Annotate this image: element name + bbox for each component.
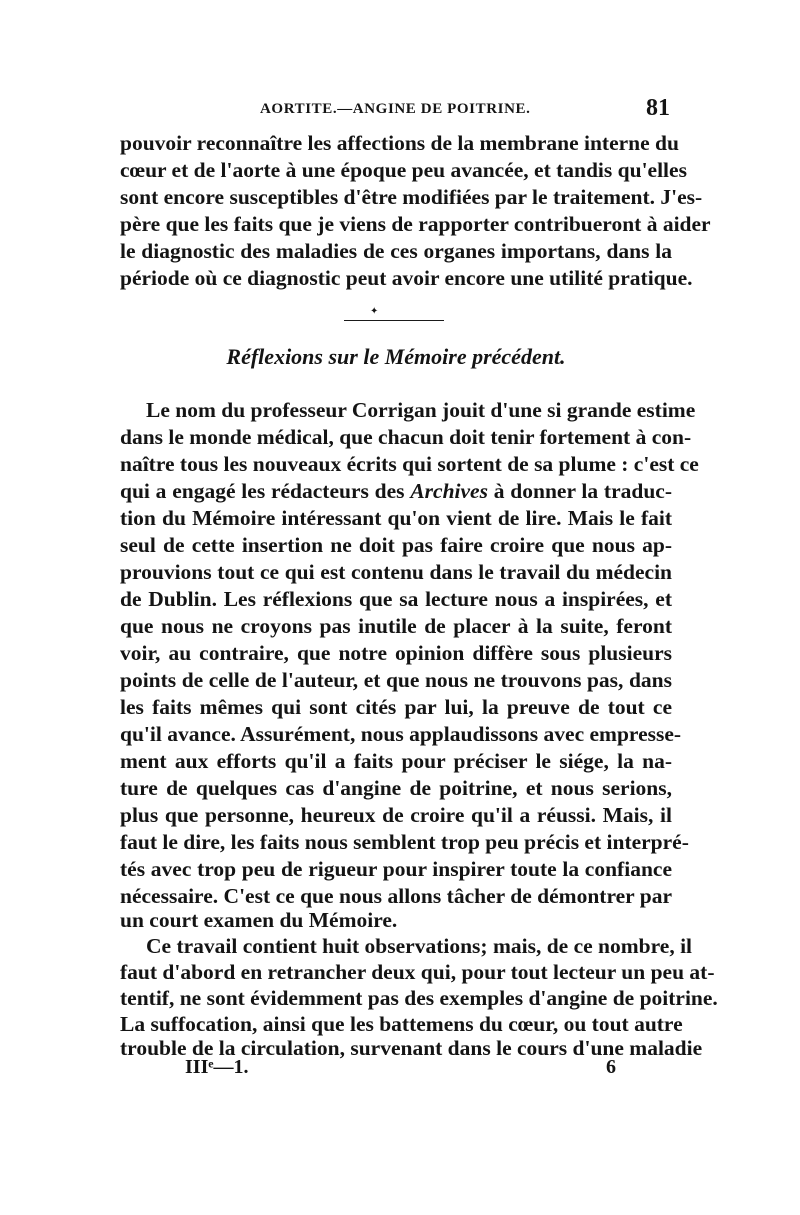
sheet-number: 6 — [606, 1056, 616, 1078]
section-divider — [344, 320, 444, 321]
text-run: à donner la traduc- — [487, 479, 672, 503]
paragraph-2-line: prouvions tout ce qui est contenu dans le travail du médecin — [120, 560, 672, 584]
running-title: AORTITE.—ANGINE DE POITRINE. — [260, 101, 531, 117]
paragraph-2-line: de Dublin. Les réflexions que sa lecture nous a inspirées, et — [120, 587, 672, 611]
text-run: qui a engagé les rédacteurs des — [120, 479, 411, 503]
paragraph-1-line: le diagnostic des maladies de ces organes importans, dans la — [120, 239, 672, 263]
paragraph-2-line — [120, 477, 672, 505]
paragraph-2-line: plus que personne, heureux de croire qu'il a réussi. Mais, il — [120, 803, 672, 827]
paragraph-3-line: tentif, ne sont évidemment pas des exemples d'angine de poitrine. — [120, 986, 718, 1010]
paragraph-2-line: voir, au contraire, que notre opinion diffère sous plusieurs — [120, 641, 672, 665]
paragraph-3-line: trouble de la circulation, survenant dans le cours d'une maladie — [120, 1036, 703, 1060]
paragraph-2-line: les faits mêmes qui sont cités par lui, la preuve de tout ce — [120, 695, 672, 719]
paragraph-2-line: tés avec trop peu de rigueur pour inspirer toute la confiance — [120, 857, 672, 881]
paragraph-2-line: nécessaire. C'est ce que nous allons tâcher de démontrer par — [120, 884, 672, 908]
paragraph-1-line: père que les faits que je viens de rapporter contribueront à aider — [120, 212, 711, 236]
paragraph-1-line: pouvoir reconnaître les affections de la membrane interne du — [120, 131, 679, 155]
paragraph-3-line: Ce travail contient huit observations; mais, de ce nombre, il — [146, 934, 693, 958]
paragraph-2-line: faut le dire, les faits nous semblent trop peu précis et interpré- — [120, 830, 689, 854]
signature-mark: IIIᵉ—1. — [185, 1056, 249, 1078]
paragraph-2-line: ment aux efforts qu'il a faits pour préciser le siége, la na- — [120, 749, 672, 773]
paragraph-2-line: qu'il avance. Assurément, nous applaudissons avec empresse- — [120, 722, 682, 746]
paragraph-2-line: ture de quelques cas d'angine de poitrine, et nous serions, — [120, 776, 672, 800]
paragraph-1-line: cœur et de l'aorte à une époque peu avancée, et tandis qu'elles — [120, 158, 687, 182]
running-head — [120, 95, 670, 123]
paragraph-2-line: que nous ne croyons pas inutile de placer à la suite, feront — [120, 614, 672, 638]
paragraph-2-line: points de celle de l'auteur, et que nous ne trouvons pas, dans — [120, 668, 672, 692]
paragraph-2-line: seul de cette insertion ne doit pas faire croire que nous ap- — [120, 533, 672, 557]
paragraph-2-line: Le nom du professeur Corrigan jouit d'une si grande estime — [146, 398, 696, 422]
section-heading: Réflexions sur le Mémoire précédent. — [226, 344, 566, 369]
page-number: 81 — [646, 95, 670, 121]
journal-title: Archives — [410, 479, 488, 503]
paragraph-2-line: tion du Mémoire intéressant qu'on vient de lire. Mais le fait — [120, 506, 672, 530]
paragraph-1-line: période où ce diagnostic peut avoir encore une utilité pratique. — [120, 266, 693, 290]
ornament-mark: ✦ — [370, 306, 379, 317]
paragraph-2-line: un court examen du Mémoire. — [120, 908, 398, 932]
paragraph-2-line: dans le monde médical, que chacun doit tenir fortement à con- — [120, 425, 692, 449]
paragraph-2-line: naître tous les nouveaux écrits qui sortent de sa plume : c'est ce — [120, 452, 699, 476]
paragraph-3-line: La suffocation, ainsi que les battemens du cœur, ou tout autre — [120, 1012, 683, 1036]
paragraph-1-line: sont encore susceptibles d'être modifiées par le traitement. J'es- — [120, 185, 703, 209]
paragraph-3-line: faut d'abord en retrancher deux qui, pour tout lecteur un peu at- — [120, 960, 715, 984]
